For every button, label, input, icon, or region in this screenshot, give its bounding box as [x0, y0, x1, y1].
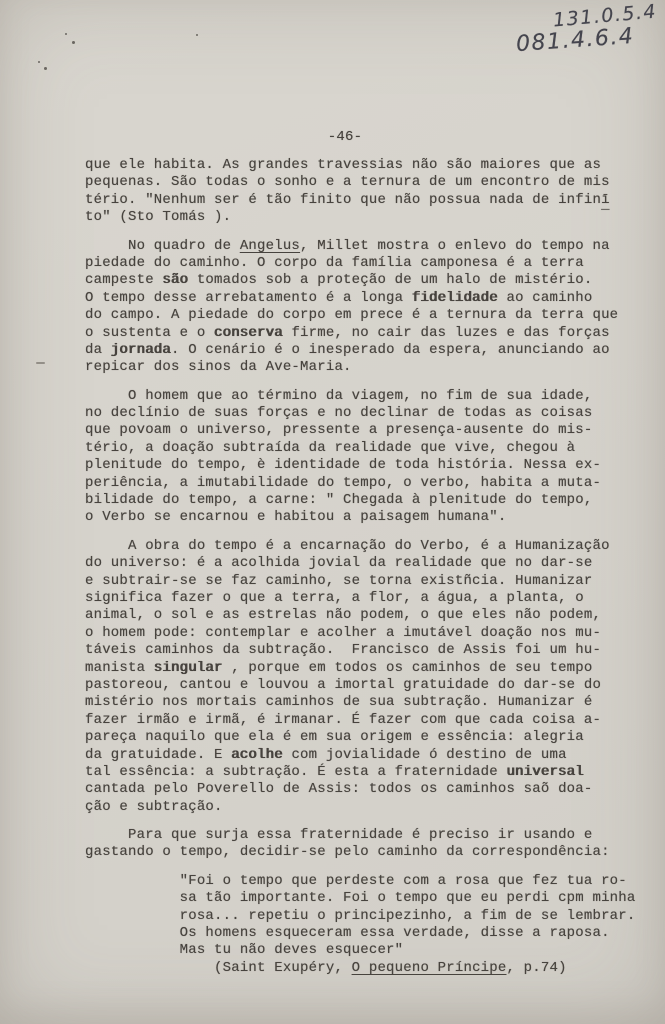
- paper-speck: [65, 33, 67, 35]
- text-line: campeste são tomados sob a proteção de um halo de mistério.: [85, 272, 593, 289]
- text-line: repicar dos sinos da Ave-Maria.: [85, 359, 352, 376]
- text-line: "Foi o tempo que perdeste com a rosa que fez tua ro-: [85, 872, 627, 889]
- text-line: do universo: é a acolhida jovial da realidade que no dar-se: [85, 555, 593, 572]
- text-line: pastoreou, cantou e louvou a imortal gratuidade do dar-se do: [85, 676, 602, 693]
- paragraph: [85, 873, 636, 977]
- text-line: A obra do tempo é a encarnação do Verbo, é a Humanização: [85, 537, 610, 554]
- text-line: que povoam o universo, pressente a presença-ausente do mis-: [85, 422, 593, 439]
- text-line: tério. "Nenhum ser é tão finito que não possua nada de infinī: [85, 191, 610, 208]
- paragraph: [85, 157, 636, 227]
- text-line: significa fazer o que a terra, a flor, a água, a planta, o: [85, 589, 584, 606]
- text-line: e subtrair-se se faz caminho, se torna existñcia. Humanizar: [85, 572, 593, 589]
- text-line: to" (Sto Tomás ). ¯: [85, 209, 610, 226]
- text-line: mistério nos mortais caminhos de sua subtração. Humanizar é: [85, 694, 593, 711]
- text-line: da gratuidade. E acolhe com jovialidade ó destino de uma: [85, 746, 567, 763]
- text-line: piedade do caminho. O corpo da família camponesa é a terra: [85, 254, 584, 271]
- text-line: tério, a doação subtraída da realidade que vive, chegou à: [85, 439, 576, 456]
- text-line: animal, o sol e as estrelas não podem, o que eles não podem,: [85, 607, 602, 624]
- paragraph: [85, 238, 636, 377]
- text-line: tal essência: a subtração. É esta a fraternidade universal: [85, 763, 584, 780]
- paper-speck: [72, 41, 75, 44]
- paper-speck: [44, 67, 47, 70]
- text-line: periência, a imutabilidade do tempo, o verbo, habita a muta-: [85, 474, 602, 491]
- typewritten-text: [85, 157, 636, 988]
- page-number: -46-: [327, 129, 363, 145]
- paragraph: [85, 538, 636, 816]
- text-line: rosa... repetiu o principezinho, a fim de se lembrar.: [85, 907, 636, 924]
- text-line: O homem que ao término da viagem, no fim de sua idade,: [85, 387, 593, 404]
- text-line: o homem pode: contemplar e acolher a imutável doação nos mu-: [85, 624, 602, 641]
- text-line: que ele habita. As grandes travessias não são maiores que as: [85, 157, 602, 173]
- paragraph: [85, 827, 636, 862]
- paragraph: [85, 388, 636, 527]
- text-line: o sustenta e o conserva firme, no cair das luzes e das forças: [85, 324, 610, 341]
- archival-note-top: 131.0.5.4: [552, 0, 658, 32]
- text-line: táveis caminhos da subtração. Francisco de Assis foi um hu-: [85, 642, 602, 659]
- text-line: O tempo desse arrebatamento é a longa fidelidade ao caminho: [85, 289, 593, 306]
- margin-pencil-mark: [36, 362, 45, 364]
- text-line: no declínio de suas forças e no declinar de todas as coisas: [85, 405, 593, 422]
- text-line: plenitude do tempo, è identidade de toda história. Nessa ex-: [85, 457, 602, 474]
- text-line: o Verbo se encarnou e habitou a paisagem humana".: [85, 509, 507, 526]
- text-line: manista singular , porque em todos os caminhos de seu tempo: [85, 659, 593, 676]
- text-line: sa tão importante. Foi o tempo que eu perdi cpm minha: [85, 890, 636, 907]
- text-line: Os homens esqueceram essa verdade, disse a raposa.: [85, 925, 610, 942]
- text-line: pequenas. São todas o sonho e a ternura de um encontro de mis: [85, 174, 610, 191]
- text-line: Mas tu não deves esquecer": [85, 942, 404, 959]
- text-line: do campo. A piedade do corpo em prece é a ternura da terra que: [85, 307, 619, 324]
- text-line: fazer irmão e irmã, é irmanar. É fazer com que cada coisa a-: [85, 711, 602, 728]
- text-line: (Saint Exupéry, O pequeno Príncipe, p.74): [85, 959, 567, 976]
- text-line: ção e subtração.: [85, 798, 223, 815]
- text-line: da jornada. O cenário é o inesperado da espera, anunciando ao: [85, 341, 610, 358]
- text-line: Para que surja essa fraternidade é preciso ir usando e: [85, 827, 593, 844]
- archival-note-bottom: 081.4.6.4: [515, 23, 636, 58]
- paper-speck: [196, 34, 198, 36]
- text-line: No quadro de Angelus, Millet mostra o enlevo do tempo na: [85, 237, 610, 254]
- paper-speck: [38, 61, 40, 63]
- text-line: bilidade do tempo, a carne: " Chegada à plenitude do tempo,: [85, 492, 593, 509]
- text-line: cantada pelo Poverello de Assis: todos os caminhos saõ doa-: [85, 781, 593, 798]
- text-line: pareça naquilo que ela é em sua origem e essência: alegria: [85, 729, 584, 746]
- text-line: gastando o tempo, decidir-se pelo caminho da correspondência:: [85, 844, 610, 861]
